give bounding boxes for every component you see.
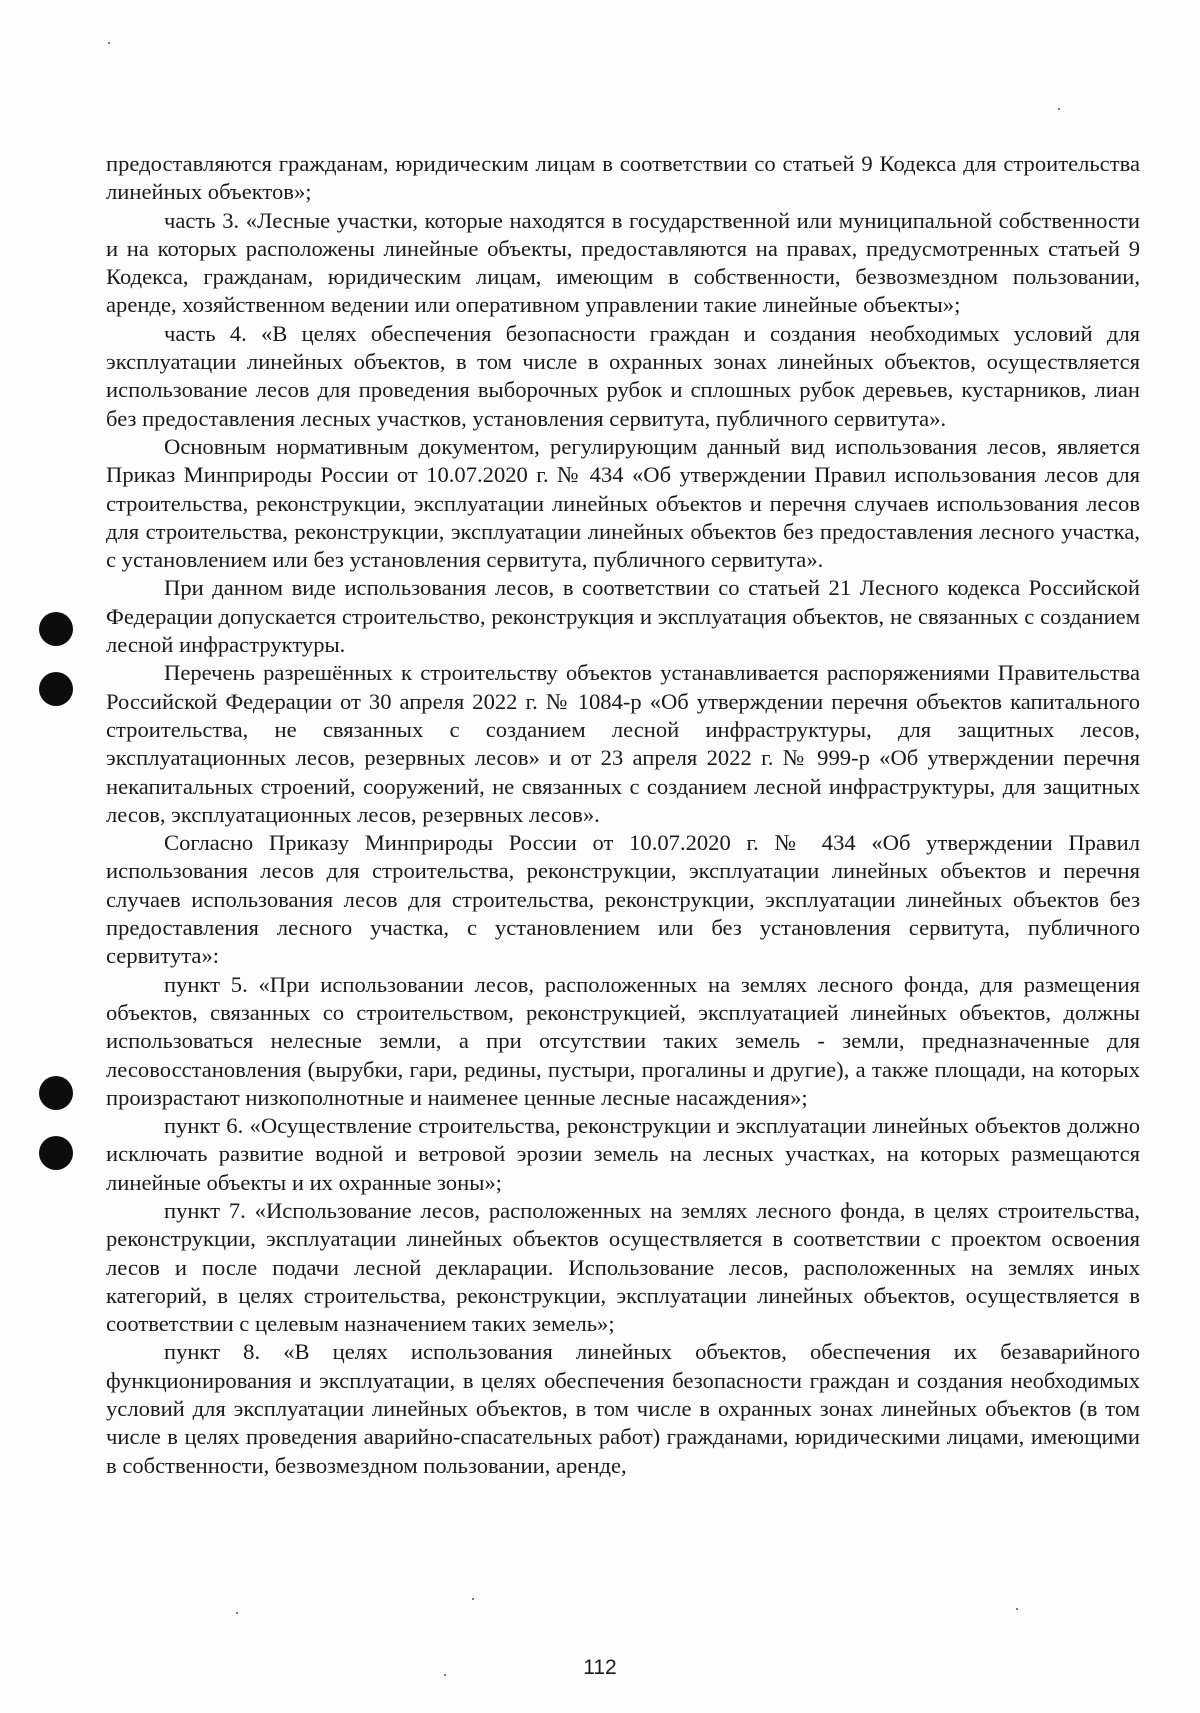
- paragraph-part-3: часть 3. «Лесные участки, которые находятся в государственной или муниципальной собственности и на которых расположены линейные объекты, предоставляются на правах, предусмотренных статьей 9 Кодекса, гражданам, юридическим лицам, имеющим в собственности, безвозмездном пользовании, аренде, хозяйственном ведении или оперативном управлении такие линейные объекты»;: [106, 207, 1140, 318]
- punch-hole-3: [39, 1076, 73, 1110]
- punch-hole-4: [39, 1136, 73, 1170]
- punch-hole-1: [39, 612, 73, 646]
- paragraph-part-4: часть 4. «В целях обеспечения безопасности граждан и создания необходимых условий для эксплуатации линейных объектов, в том числе в охранных зонах линейных объектов, осуществляется использование лесов для проведения выборочных рубок и сплошных рубок деревьев, кустарников, лиан без предоставления лесных участков, установления сервитута, публичного сервитута».: [106, 320, 1140, 431]
- paragraph-clause-7: пункт 7. «Использование лесов, расположенных на землях лесного фонда, в целях строительства, реконструкции, эксплуатации линейных объектов осуществляется в соответствии с проектом освоения лесов и после подачи лесной декларации. Использование лесов, расположенных на землях иных категорий, в целях строительства, реконструкции, эксплуатации линейных объектов, осуществляется в соответствии с целевым назначением таких земель»;: [106, 1197, 1140, 1337]
- document-body: [106, 150, 1140, 1480]
- paragraph-order-434: Согласно Приказу Минприроды России от 10.07.2020 г. № 434 «Об утверждении Правил использования лесов для строительства, реконструкции, эксплуатации линейных объектов и перечня случаев использования лесов для строительства, реконструкции, эксплуатации линейных объектов без предоставления лесного участка, с установлением или без установления сервитута, публичного сервитута»:: [106, 830, 1140, 969]
- paragraph-clause-8: пункт 8. «В целях использования линейных объектов, обеспечения их безаварийного функционирования и эксплуатации, в целях обеспечения безопасности граждан и создания необходимых условий для эксплуатации линейных объектов, в том числе в охранных зонах линейных объектов (в том числе в целях проведения аварийно-спасательных работ) гражданами, юридическими лицами, имеющими в собственности, безвозмездном пользовании, аренде,: [106, 1339, 1140, 1478]
- paragraph-main-regulation: Основным нормативным документом, регулирующим данный вид использования лесов, является Приказ Минприроды России от 10.07.2020 г. № 434 «Об утверждении Правил использования лесов для строительства, реконструкции, эксплуатации линейных объектов и перечня случаев использования лесов для строительства, реконструкции, эксплуатации линейных объектов без предоставления лесного участка, с установлением или без установления сервитута, публичного сервитута».: [106, 433, 1140, 573]
- page-number: 112: [583, 1656, 617, 1679]
- paragraph-clause-5: пункт 5. «При использовании лесов, расположенных на землях лесного фонда, для размещения объектов, связанных со строительством, реконструкцией, эксплуатацией линейных объектов, должны использоваться нелесные земли, а при отсутствии таких земель - земли, предназначенные для лесовосстановления (вырубки, гари, редины, пустыри, прогалины и другие), а также площади, на которых произрастают низкополнотные и наименее ценные лесные насаждения»;: [106, 971, 1140, 1110]
- paragraph-continuation: предоставляются гражданам, юридическим лицам в соответствии со статьей 9 Кодекса для строительства линейных объектов»;: [106, 151, 1140, 205]
- scan-speck: [472, 1598, 474, 1600]
- scan-speck: [1058, 108, 1060, 110]
- scan-speck: [236, 1612, 238, 1614]
- paragraph-permitted-objects: Перечень разрешённых к строительству объектов устанавливается распоряжениями Правительства Российской Федерации от 30 апреля 2022 г. № 1084-р «Об утверждении перечня объектов капитального строительства, не связанных с созданием лесной инфраструктуры, для защитных лесов, эксплуатационных лесов, резервных лесов» и от 23 апреля 2022 г. № 999-р «Об утверждении перечня некапитальных строений, сооружений, не связанных с созданием лесной инфраструктуры, для защитных лесов, эксплуатационных лесов, резервных лесов».: [106, 660, 1140, 827]
- scan-speck: [1016, 1608, 1018, 1610]
- punch-hole-2: [39, 672, 73, 706]
- scan-speck: [108, 42, 110, 44]
- paragraph-article-21: При данном виде использования лесов, в соответствии со статьей 21 Лесного кодекса Российской Федерации допускается строительство, реконструкция и эксплуатация объектов, не связанных с созданием лесной инфраструктуры.: [106, 575, 1140, 658]
- paragraph-clause-6: пункт 6. «Осуществление строительства, реконструкции и эксплуатации линейных объектов должно исключать развитие водной и ветровой эрозии земель на лесных участках, на которых размещаются линейные объекты и их охранные зоны»;: [106, 1113, 1140, 1195]
